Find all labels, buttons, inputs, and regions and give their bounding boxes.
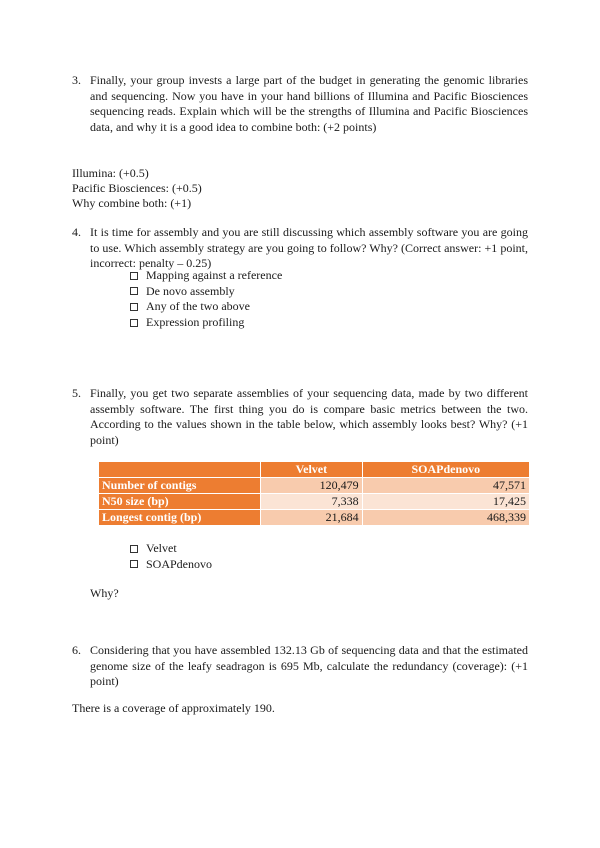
option-expression[interactable] xyxy=(130,315,282,331)
table-header-row xyxy=(99,462,530,478)
table-header-soapdenovo: SOAPdenovo xyxy=(362,462,529,478)
assembly-metrics-table xyxy=(98,461,530,526)
coverage-answer: There is a coverage of approximately 190. xyxy=(72,701,275,715)
illumina-answer-label: Illumina: (+0.5) xyxy=(72,166,149,180)
soapdenovo-value: 468,339 xyxy=(362,510,529,526)
question-6 xyxy=(72,643,528,690)
option-label: Any of the two above xyxy=(146,299,250,314)
checkbox-icon[interactable] xyxy=(130,545,138,553)
question-4-number: 4. xyxy=(72,225,81,239)
checkbox-icon[interactable] xyxy=(130,287,138,295)
table-header-empty xyxy=(99,462,261,478)
question-6-number: 6. xyxy=(72,643,81,657)
pacbio-answer-label: Pacific Biosciences: (+0.5) xyxy=(72,181,202,195)
checkbox-icon[interactable] xyxy=(130,319,138,327)
table-row xyxy=(99,510,530,526)
option-mapping[interactable] xyxy=(130,268,282,284)
question-4-text: It is time for assembly and you are still discussing which assembly software you are going to use. Which assembly strategy are you going to follow? Why? (Correct answer: +1 point, incorrect: penalty – 0.25) xyxy=(90,225,528,271)
table-row xyxy=(99,494,530,510)
question-3-text: Finally, your group invests a large part of the budget in generating the genomic libraries and sequencing. Now you have in your hand billions of Illumina and Pacific Biosciences sequencing reads. Explain which will be the strengths of Illumina and Pacific Biosciences data, and why it is a good idea to combine both: (+2 points) xyxy=(90,73,528,134)
option-label: Velvet xyxy=(146,541,177,555)
checkbox-icon[interactable] xyxy=(130,272,138,280)
question-4-options xyxy=(130,268,282,330)
row-label: Longest contig (bp) xyxy=(99,510,261,526)
soapdenovo-value: 47,571 xyxy=(362,478,529,494)
question-5-number: 5. xyxy=(72,386,81,400)
combine-answer-label: Why combine both: (+1) xyxy=(72,196,192,210)
checkbox-icon[interactable] xyxy=(130,303,138,311)
checkbox-icon[interactable] xyxy=(130,560,138,568)
question-6-text: Considering that you have assembled 132.13 Gb of sequencing data and that the estimated genome size of the leafy seadragon is 695 Mb, calculate the redundancy (coverage): (+1 point) xyxy=(90,643,528,689)
option-any-two[interactable] xyxy=(130,299,282,315)
question-5-options xyxy=(130,541,212,572)
option-label: SOAPdenovo xyxy=(146,556,213,571)
question-5 xyxy=(72,386,528,448)
velvet-value: 120,479 xyxy=(261,478,363,494)
table-header-velvet: Velvet xyxy=(261,462,363,478)
why-label: Why? xyxy=(90,586,119,600)
option-label: De novo assembly xyxy=(146,283,235,298)
row-label: Number of contigs xyxy=(99,478,261,494)
question-3-number: 3. xyxy=(72,73,81,87)
table-row xyxy=(99,478,530,494)
question-3 xyxy=(72,73,528,135)
question-4 xyxy=(72,225,528,272)
option-label: Expression profiling xyxy=(146,314,245,329)
row-label: N50 size (bp) xyxy=(99,494,261,510)
option-soapdenovo[interactable] xyxy=(130,557,212,573)
option-velvet[interactable] xyxy=(130,541,212,557)
option-label: Mapping against a reference xyxy=(146,268,283,282)
question-5-text: Finally, you get two separate assemblies of your sequencing data, made by two different assembly software. The first thing you do is compare basic metrics between the two. According to the values shown in the table below, which assembly looks best? Why? (+1 point) xyxy=(90,386,528,447)
velvet-value: 7,338 xyxy=(261,494,363,510)
soapdenovo-value: 17,425 xyxy=(362,494,529,510)
velvet-value: 21,684 xyxy=(261,510,363,526)
option-de-novo[interactable] xyxy=(130,284,282,300)
